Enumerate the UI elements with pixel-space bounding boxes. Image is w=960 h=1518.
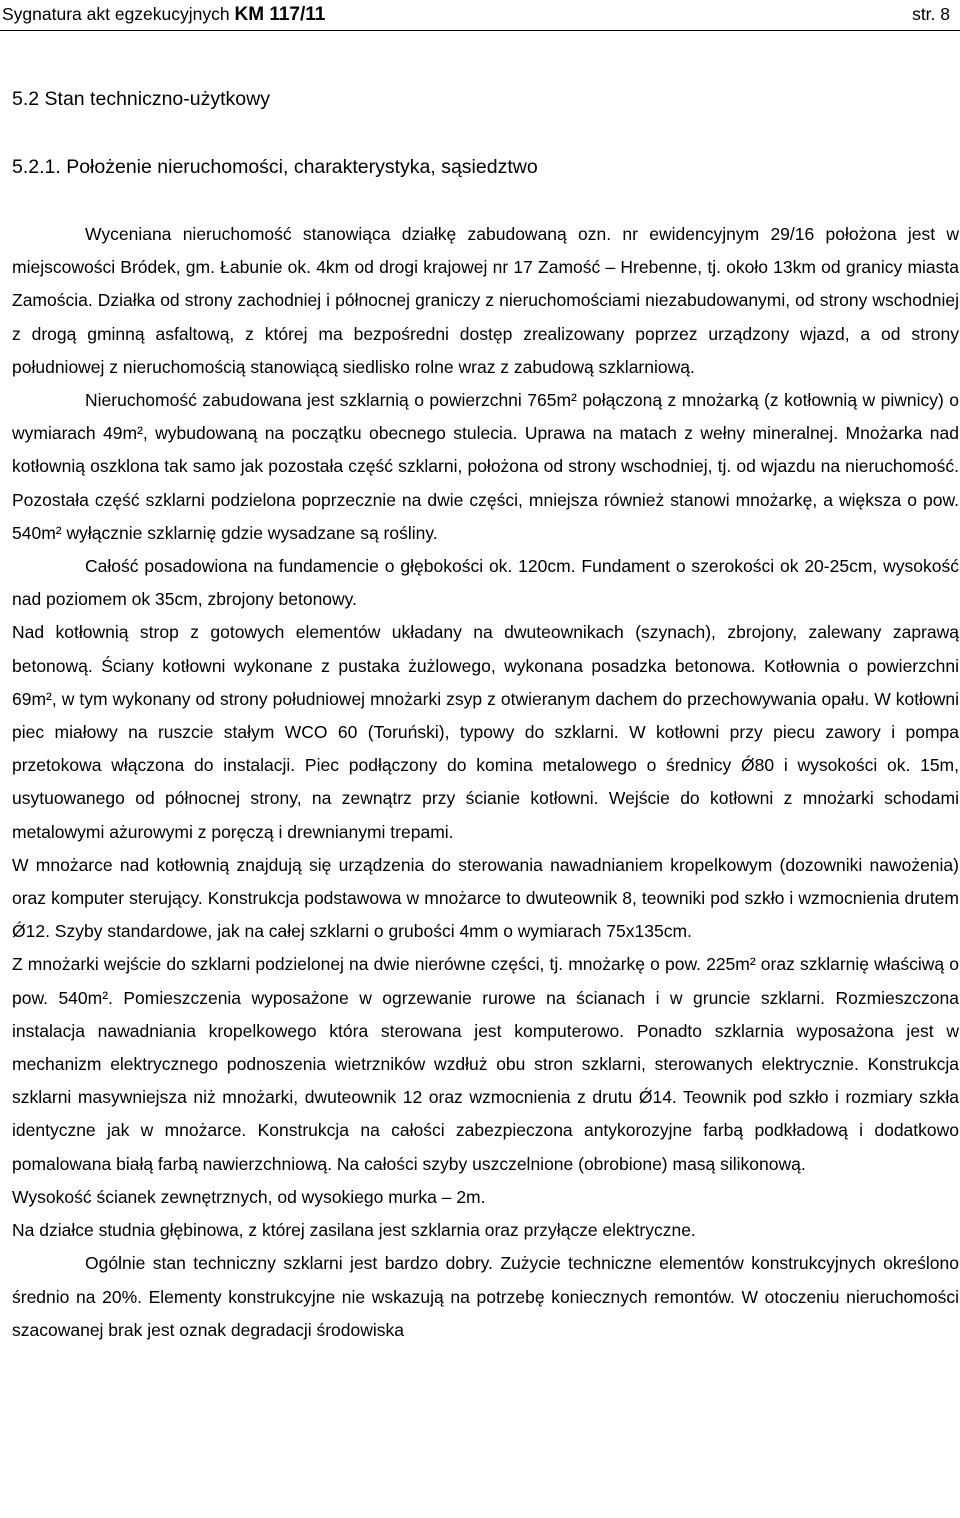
header-case-reference (2, 4, 325, 26)
paragraph: Z mnożarki wejście do szklarni podzielonej na dwie nierówne części, tj. mnożarkę o pow. 225m² oraz szklarnię właściwą o pow. 540m². Pomieszczenia wyposażone w ogrzewanie rurowe na ścianach i w gruncie szklarni. Rozmieszczona instalacja nawadniania kropelkowego która sterowana jest komputerowo. Ponadto szklarnia wyposażona jest w mechanizm elektrycznego podnoszenia wietrzników wzdłuż obu stron szklarni, sterowanych elektrycznie. Konstrukcja szklarni masywniejsza niż mnożarki, dwuteownik 12 oraz wzmocnienia z drutu Ǿ14. Teownik pod szkło i rozmiary szkła identyczne jak w mnożarce. Konstrukcja na całości zabezpieczona antykorozyjne farbą podkładową i dodatkowo pomalowana białą farbą nawierzchniową. Na całości szyby uszczelnione (obrobione) masą silikonową. (12, 954, 959, 1174)
paragraph: Na działce studnia głębinowa, z której zasilana jest szklarnia oraz przyłącze elektryczne. (12, 1220, 696, 1241)
section-heading: 5.2 Stan techniczno-użytkowy (12, 88, 270, 110)
paragraph: Wyceniana nieruchomość stanowiąca działkę zabudowaną ozn. nr ewidencyjnym 29/16 położona jest w miejscowości Bródek, gm. Łabunie ok. 4km od drogi krajowej nr 17 Zamość – Hrebenne, tj. około 13km od granicy miasta Zamościa. Działka od strony zachodniej i północnej graniczy z nieruchomościami niezabudowanymi, od strony wschodniej z drogą gminną asfaltową, z której ma bezpośredni dostęp zrealizowany poprzez urządzony wjazd, a od strony południowej z nieruchomością stanowiącą siedlisko rolne wraz z zabudową szklarniową. (12, 224, 959, 377)
subsection-heading: 5.2.1. Położenie nieruchomości, charakterystyka, sąsiedztwo (12, 156, 538, 178)
paragraph: Nieruchomość zabudowana jest szklarnią o powierzchni 765m² połączoną z mnożarką (z kotłownią w piwnicy) o wymiarach 49m², wybudowaną na początku obecnego stulecia. Uprawa na matach z wełny mineralnej. Mnożarka nad kotłownią oszklona tak samo jak pozostała część szklarni, położona od strony wschodniej, tj. od wjazdu na nieruchomość. Pozostała część szklarni podzielona poprzecznie na dwie części, mniejsza również stanowi mnożarkę, a większa o pow. 540m² wyłącznie szklarnię gdzie wysadzane są rośliny. (12, 390, 959, 543)
header-doc-prefix: Sygnatura akt egzekucyjnych (2, 4, 235, 24)
paragraph: Ogólnie stan techniczny szklarni jest bardzo dobry. Zużycie techniczne elementów konstrukcyjnych określono średnio na 20%. Elementy konstrukcyjne nie wskazują na potrzebę koniecznych remontów. W otoczeniu nieruchomości szacowanej brak jest oznak degradacji środowiska (12, 1253, 959, 1340)
paragraph: Nad kotłownią strop z gotowych elementów układany na dwuteownikach (szynach), zbrojony, zalewany zaprawą betonową. Ściany kotłowni wykonane z pustaka żużlowego, wykonana posadzka betonowa. Kotłownia o powierzchni 69m², w tym wykonany od strony południowej mnożarki zsyp z otwieranym dachem do przechowywania opału. W kotłowni piec miałowy na ruszcie stałym WCO 60 (Toruński), typowy do szklarni. W kotłowni przy piecu zawory i pompa przetokowa włączona do instalacji. Piec podłączony do komina metalowego o średnicy Ǿ80 i wysokości ok. 15m, usytuowanego od północnej strony, na zewnątrz przy ścianie kotłowni. Wejście do kotłowni z mnożarki schodami metalowymi ażurowymi z poręczą i drewnianymi trepami. (12, 622, 959, 842)
body-text (12, 218, 959, 1347)
paragraph: Wysokość ścianek zewnętrznych, od wysokiego murka – 2m. (12, 1186, 486, 1207)
paragraph: Całość posadowiona na fundamencie o głębokości ok. 120cm. Fundament o szerokości ok 20-25cm, wysokość nad poziomem ok 35cm, zbrojony betonowy. (12, 556, 959, 610)
page-header (0, 0, 960, 31)
header-page-number: str. 8 (912, 4, 950, 24)
paragraph: W mnożarce nad kotłownią znajdują się urządzenia do sterowania nawadnianiem kropelkowym (dozowniki nawożenia) oraz komputer sterujący. Konstrukcja podstawowa w mnożarce to dwuteownik 8, teowniki pod szkło i wzmocnienia drutem Ǿ12. Szyby standardowe, jak na całej szklarni o grubości 4mm o wymiarach 75x135cm. (12, 854, 959, 942)
header-case-number: KM 117/11 (234, 4, 326, 25)
